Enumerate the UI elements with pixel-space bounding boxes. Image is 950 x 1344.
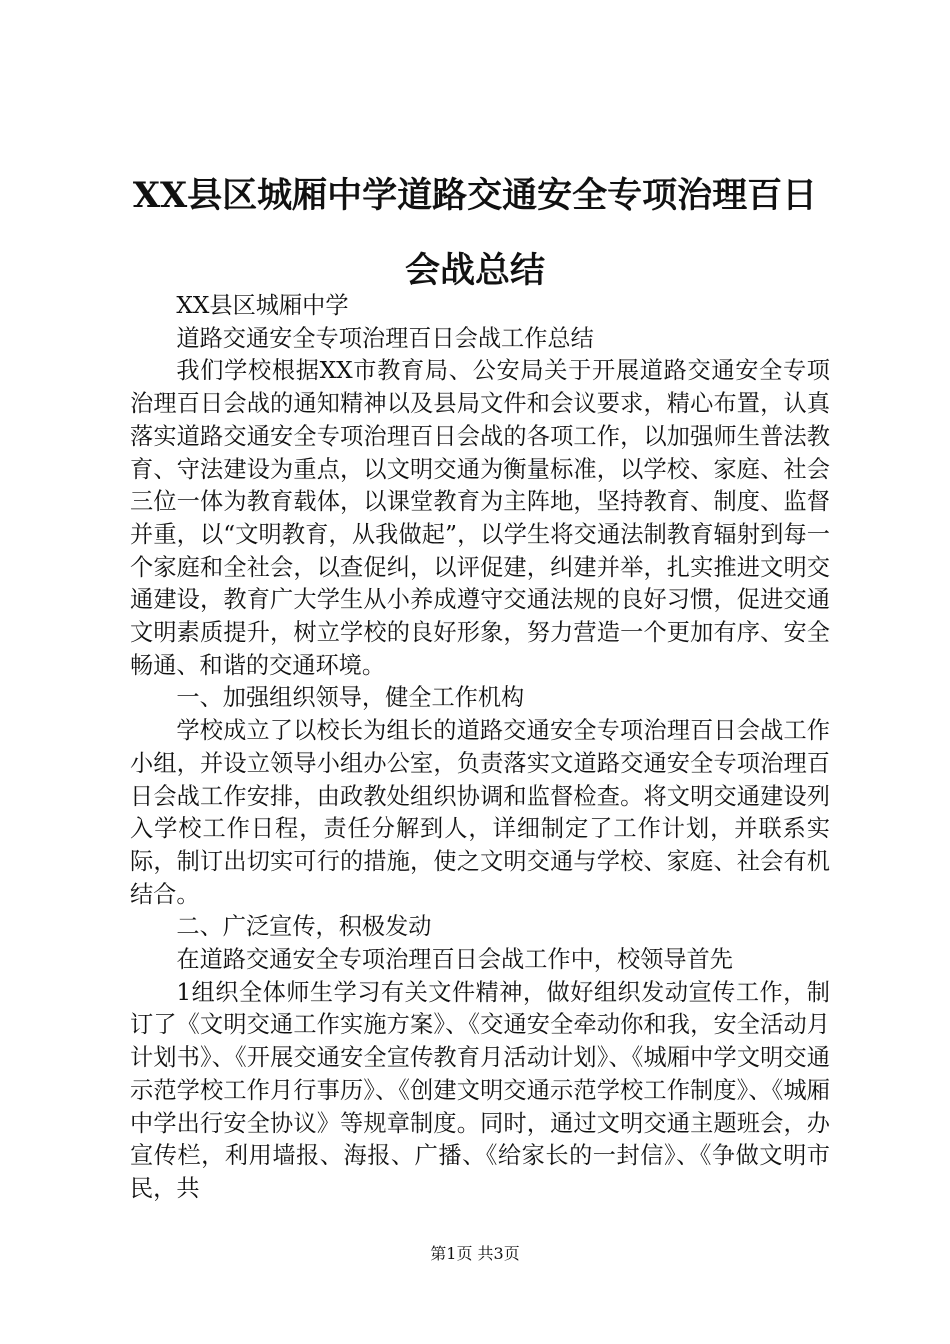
intro-paragraph: 我们学校根据XX市教育局、公安局关于开展道路交通安全专项治理百日会战的通知精神以及县局文件和会议要求，精心布置，认真落实道路交通安全专项治理百日会战的各项工作，以加强师生普法教育、守法建设为重点，以文明交通为衡量标准，以学校、家庭、社会三位一体为教育载体，以课堂教育为主阵地，坚持教育、制度、监督并重，以“文明教育，从我做起”，以学生将交通法制教育辐射到每一个家庭和全社会，以查促纠，以评促建，纠建并举，扎实推进文明交通建设，教育广大学生从小养成遵守交通法规的良好习惯，促进交通文明素质提升，树立学校的良好形象，努力营造一个更加有序、安全畅通、和谐的交通环境。 — [130, 357, 830, 679]
school-name-paragraph: XX县区城厢中学 — [176, 292, 349, 319]
subtitle-paragraph: 道路交通安全专项治理百日会战工作总结 — [176, 324, 594, 352]
document-body — [130, 290, 830, 1206]
document-title — [110, 158, 840, 308]
section-heading-1: 一、加强组织领导，健全工作机构 — [176, 684, 525, 712]
section-1-paragraph: 学校成立了以校长为组长的道路交通安全专项治理百日会战工作小组，并设立领导小组办公室，负责落实文道路交通安全专项治理百日会战工作安排，由政教处组织协调和监督检查。将文明交通建设列入学校工作日程，责任分解到人，详细制定了工作计划，并联系实际，制订出切实可行的措施，使之文明交通与学校、家庭、社会有机结合。 — [130, 717, 830, 908]
title-line-1: XX县区城厢中学道路交通安全专项治理百日 — [132, 175, 818, 216]
page-footer: 第1页 共3页 — [430, 1244, 520, 1263]
section-heading-2: 二、广泛宣传，积极发动 — [176, 913, 432, 941]
section-2-intro-paragraph: 在道路交通安全专项治理百日会战工作中，校领导首先 — [176, 946, 733, 974]
title-line-2: 会战总结 — [404, 250, 545, 291]
section-2-item-1-paragraph: 1组织全体师生学习有关文件精神，做好组织发动宣传工作，制订了《文明交通工作实施方案》、《交通安全牵动你和我，安全活动月计划书》、《开展交通安全宣传教育月活动计划》、《城厢中学文明交通示范学校工作月行事历》、《创建文明交通示范学校工作制度》、《城厢中学出行安全协议》等规章制度。同时，通过文明交通主题班会，办宣传栏，利用墙报、海报、广播、《给家长的一封信》、《争做文明市民，共 — [130, 978, 830, 1202]
